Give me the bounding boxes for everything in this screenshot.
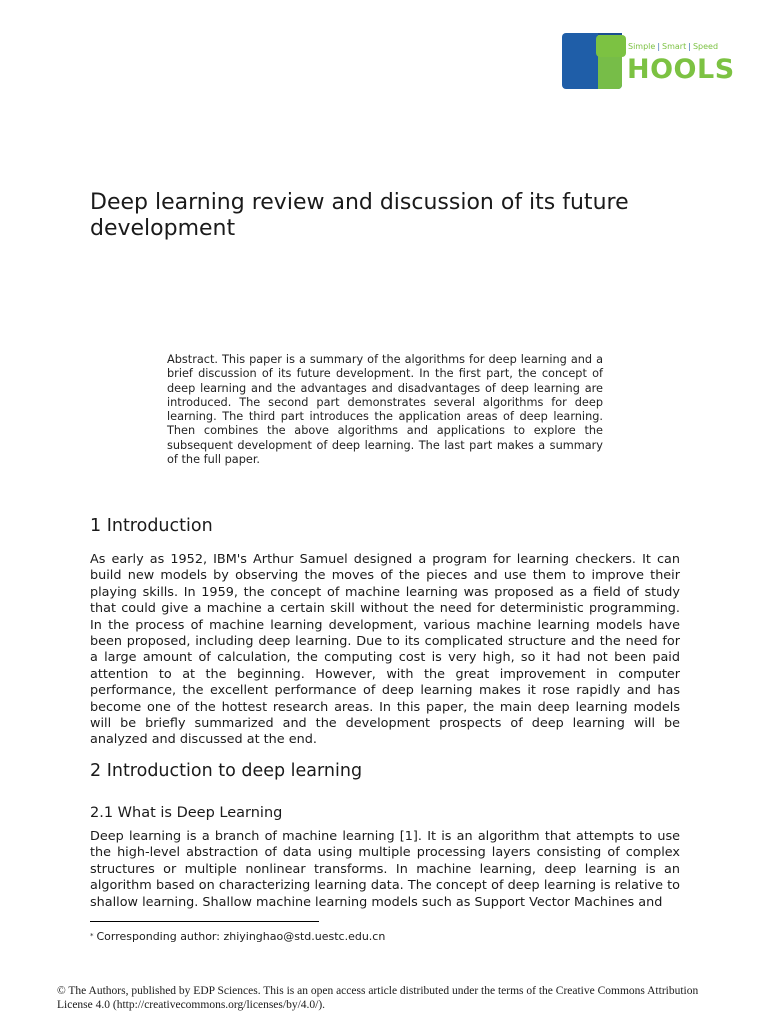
subsection-heading-what-is-deep-learning: 2.1 What is Deep Learning — [90, 805, 283, 821]
footnote-marker: * — [90, 932, 94, 940]
license-notice: © The Authors, published by EDP Sciences. This is an open access article distributed under the terms of the Creative Commons Attribution License 4.0 (http://creativecommons.org/licenses/by/4.0/). — [57, 985, 699, 1011]
paper-title: Deep learning review and discussion of its future development — [90, 190, 629, 241]
logo-wordmark: HOOLS — [627, 54, 735, 85]
abstract: Abstract. This paper is a summary of the algorithms for deep learning and a brief discussion of its future development. In the first part, the concept of deep learning and the advantages and disadvantages of deep learning are introduced. The second part demonstrates several algorithms for deep learning. The third part introduces the application areas of deep learning. Then combines the above algorithms and applications to explore the subsequent development of deep learning. The last part makes a summary of the full paper. — [167, 353, 603, 467]
deep-learning-paragraph: Deep learning is a branch of machine learning [1]. It is an algorithm that attempts to use the high-level abstraction of data using multiple processing layers consisting of complex structures or multiple nonlinear transforms. In machine learning, deep learning is an algorithm based on characterizing learning data. The concept of deep learning is relative to shallow learning. Shallow machine learning models such as Support Vector Machines and — [90, 829, 680, 910]
footnote-divider — [90, 921, 319, 922]
section-heading-deep-learning: 2 Introduction to deep learning — [90, 761, 363, 781]
section-heading-introduction: 1 Introduction — [90, 516, 213, 536]
footnote — [90, 930, 385, 944]
introduction-paragraph: As early as 1952, IBM's Arthur Samuel designed a program for learning checkers. It can build new models by observing the moves of the pieces and use them to improve their playing skills. In 1959, the concept of machine learning was proposed as a field of study that could give a machine a certain skill without the need for deterministic programming. In the process of machine learning development, various machine learning models have been proposed, including deep learning. Due to its complicated structure and the need for a large amount of calculation, the computing cost is very high, so it had not been paid attention to at the beginning. However, with the great improvement in computer performance, the excellent performance of deep learning makes it rose rapidly and has become one of the hottest research areas. In this paper, the main deep learning models will be briefly summarized and the development prospects of deep learning will be analyzed and discussed at the end. — [90, 552, 680, 748]
footnote-text: Corresponding author: zhiyinghao@std.uestc.edu.cn — [96, 930, 386, 943]
logo-tagline: Simple | Smart | Speed — [628, 42, 719, 51]
